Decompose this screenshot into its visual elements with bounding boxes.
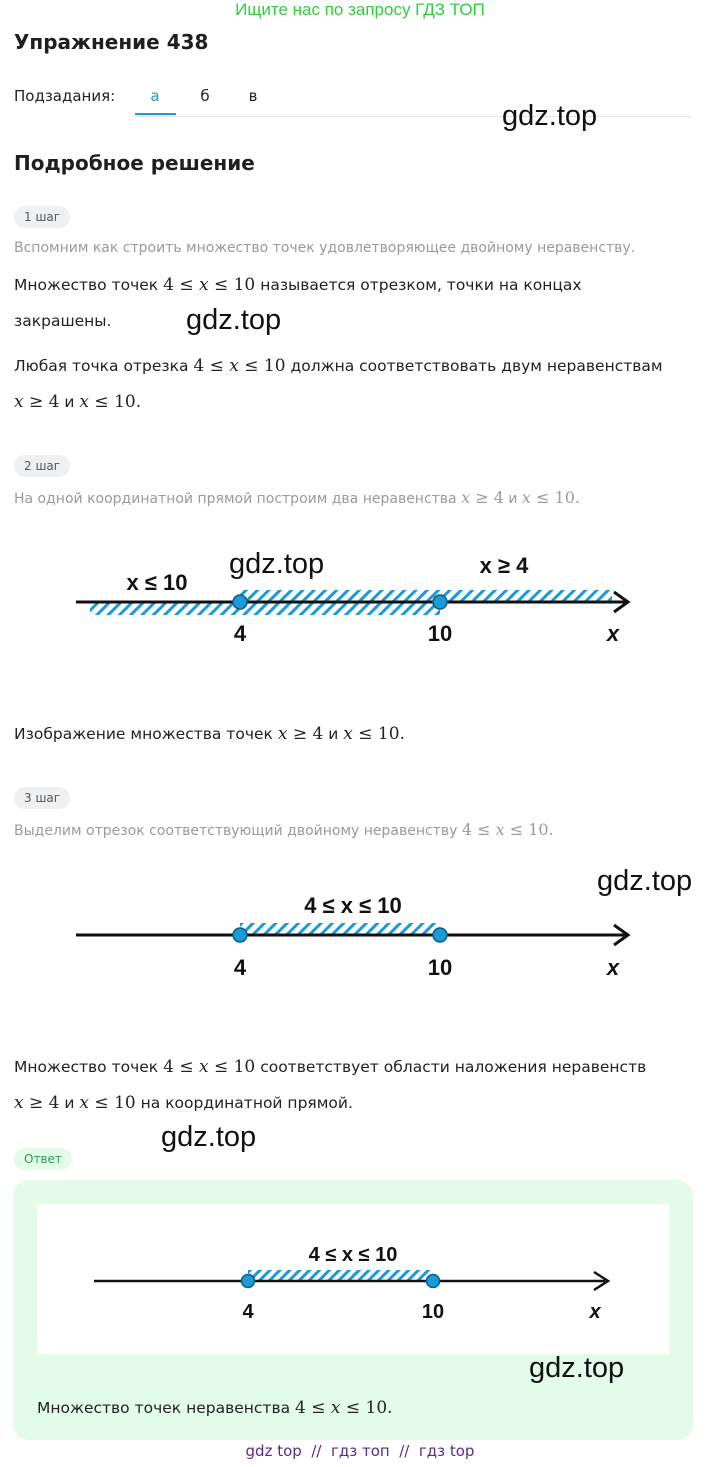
math-expression: x ≥ 4 bbox=[277, 724, 324, 744]
label-x-ge-4: x ≥ 4 bbox=[479, 553, 529, 578]
footer-links[interactable]: gdz top // гдз топ // гдз top bbox=[245, 1442, 475, 1460]
text-part: и bbox=[64, 393, 75, 411]
math-expression: 4 ≤ x ≤ 10. bbox=[295, 1398, 393, 1418]
step-hint bbox=[14, 820, 554, 839]
point-10 bbox=[433, 595, 447, 609]
math-expression: 4 ≤ x ≤ 10 bbox=[163, 1057, 256, 1077]
tab-a[interactable]: а bbox=[150, 87, 160, 105]
math-expression: x ≥ 4 bbox=[461, 488, 504, 507]
hatch-interval bbox=[248, 1270, 433, 1281]
subtasks-label: Подзадания: bbox=[14, 87, 116, 105]
number-line-figure bbox=[0, 540, 720, 660]
step-text bbox=[14, 1049, 646, 1085]
hatch-x-ge-4 bbox=[240, 590, 612, 602]
axis-label-x: x bbox=[589, 1301, 601, 1323]
text-part: Изображение множества точек bbox=[14, 725, 273, 743]
watermark: gdz.top bbox=[161, 1121, 257, 1153]
math-expression: 4 ≤ x ≤ 10. bbox=[461, 820, 554, 839]
math-expression: x ≤ 10 bbox=[79, 1093, 136, 1113]
tick-label-10: 10 bbox=[427, 621, 453, 646]
math-expression: x ≤ 10. bbox=[343, 724, 405, 744]
hatch-x-le-10 bbox=[90, 603, 440, 615]
math-expression: 4 ≤ x ≤ 10 bbox=[193, 356, 286, 376]
step-text bbox=[14, 1085, 353, 1121]
text-part: и bbox=[328, 725, 339, 743]
axis-label-x: x bbox=[606, 621, 620, 646]
text-part: на координатной прямой. bbox=[140, 1094, 353, 1112]
text-part: соответствует области наложения неравенств bbox=[260, 1058, 647, 1076]
step-hint bbox=[14, 488, 580, 507]
step-text bbox=[14, 384, 141, 420]
tick-label-4: 4 bbox=[233, 621, 247, 646]
label-interval: 4 ≤ x ≤ 10 bbox=[308, 1244, 398, 1266]
tick-label-10: 10 bbox=[427, 955, 453, 980]
text-part: и bbox=[64, 1094, 75, 1112]
math-expression: x ≥ 4 bbox=[14, 1093, 60, 1113]
label-x-le-10: x ≤ 10 bbox=[126, 570, 188, 595]
watermark: gdz.top bbox=[186, 304, 282, 336]
answer-text bbox=[37, 1390, 393, 1426]
text-part: Множество точек bbox=[14, 276, 159, 294]
answer-badge: Ответ bbox=[14, 1148, 72, 1170]
text-part: На одной координатной прямой построим два неравенства bbox=[14, 491, 457, 507]
number-line-figure-interval bbox=[0, 880, 720, 990]
math-expression: x ≤ 10. bbox=[79, 392, 142, 412]
watermark: gdz.top bbox=[529, 1352, 625, 1384]
step-text: закрашены. bbox=[14, 312, 112, 330]
step-caption bbox=[14, 716, 405, 752]
text-part: называется отрезком, точки на концах bbox=[260, 276, 582, 294]
math-expression: 4 ≤ x ≤ 10 bbox=[163, 275, 256, 295]
text-part: Любая точка отрезка bbox=[14, 357, 189, 375]
step-text bbox=[14, 348, 663, 384]
answer-number-line bbox=[37, 1204, 669, 1354]
text-part: Множество точек неравенства bbox=[37, 1399, 291, 1417]
point-10 bbox=[433, 928, 447, 942]
text-part: и bbox=[508, 491, 518, 507]
axis-label-x: x bbox=[606, 955, 620, 980]
text-part: Множество точек bbox=[14, 1058, 159, 1076]
tick-label-4: 4 bbox=[242, 1301, 254, 1323]
tab-c[interactable]: в bbox=[248, 87, 258, 105]
watermark: gdz.top bbox=[229, 548, 325, 580]
promo-banner[interactable]: Ищите нас по запросу ГДЗ ТОП bbox=[235, 0, 485, 19]
point-4 bbox=[233, 928, 247, 942]
tick-label-4: 4 bbox=[233, 955, 247, 980]
step-text bbox=[14, 267, 582, 303]
point-4 bbox=[242, 1275, 255, 1288]
step-badge: 1 шаг bbox=[14, 206, 70, 228]
tabs-divider bbox=[135, 116, 692, 117]
step-badge: 3 шаг bbox=[14, 787, 70, 809]
point-4 bbox=[233, 595, 247, 609]
tick-label-10: 10 bbox=[421, 1301, 445, 1323]
section-title: Подробное решение bbox=[14, 151, 255, 175]
math-expression: x ≥ 4 bbox=[14, 392, 60, 412]
text-part: должна соответствовать двум неравенствам bbox=[290, 357, 663, 375]
label-interval: 4 ≤ x ≤ 10 bbox=[304, 893, 402, 918]
math-expression: x ≤ 10. bbox=[521, 488, 580, 507]
active-tab-indicator bbox=[135, 113, 176, 115]
page-title: Упражнение 438 bbox=[14, 30, 209, 54]
text-part: Выделим отрезок соответствующий двойному неравенству bbox=[14, 823, 458, 839]
watermark: gdz.top bbox=[597, 865, 693, 897]
point-10 bbox=[427, 1275, 440, 1288]
step-hint: Вспомним как строить множество точек удовлетворяющее двойному неравенству. bbox=[14, 240, 636, 256]
tab-b[interactable]: б bbox=[200, 87, 210, 105]
hatch-interval bbox=[240, 923, 440, 935]
step-badge: 2 шаг bbox=[14, 455, 70, 477]
watermark: gdz.top bbox=[502, 100, 598, 132]
